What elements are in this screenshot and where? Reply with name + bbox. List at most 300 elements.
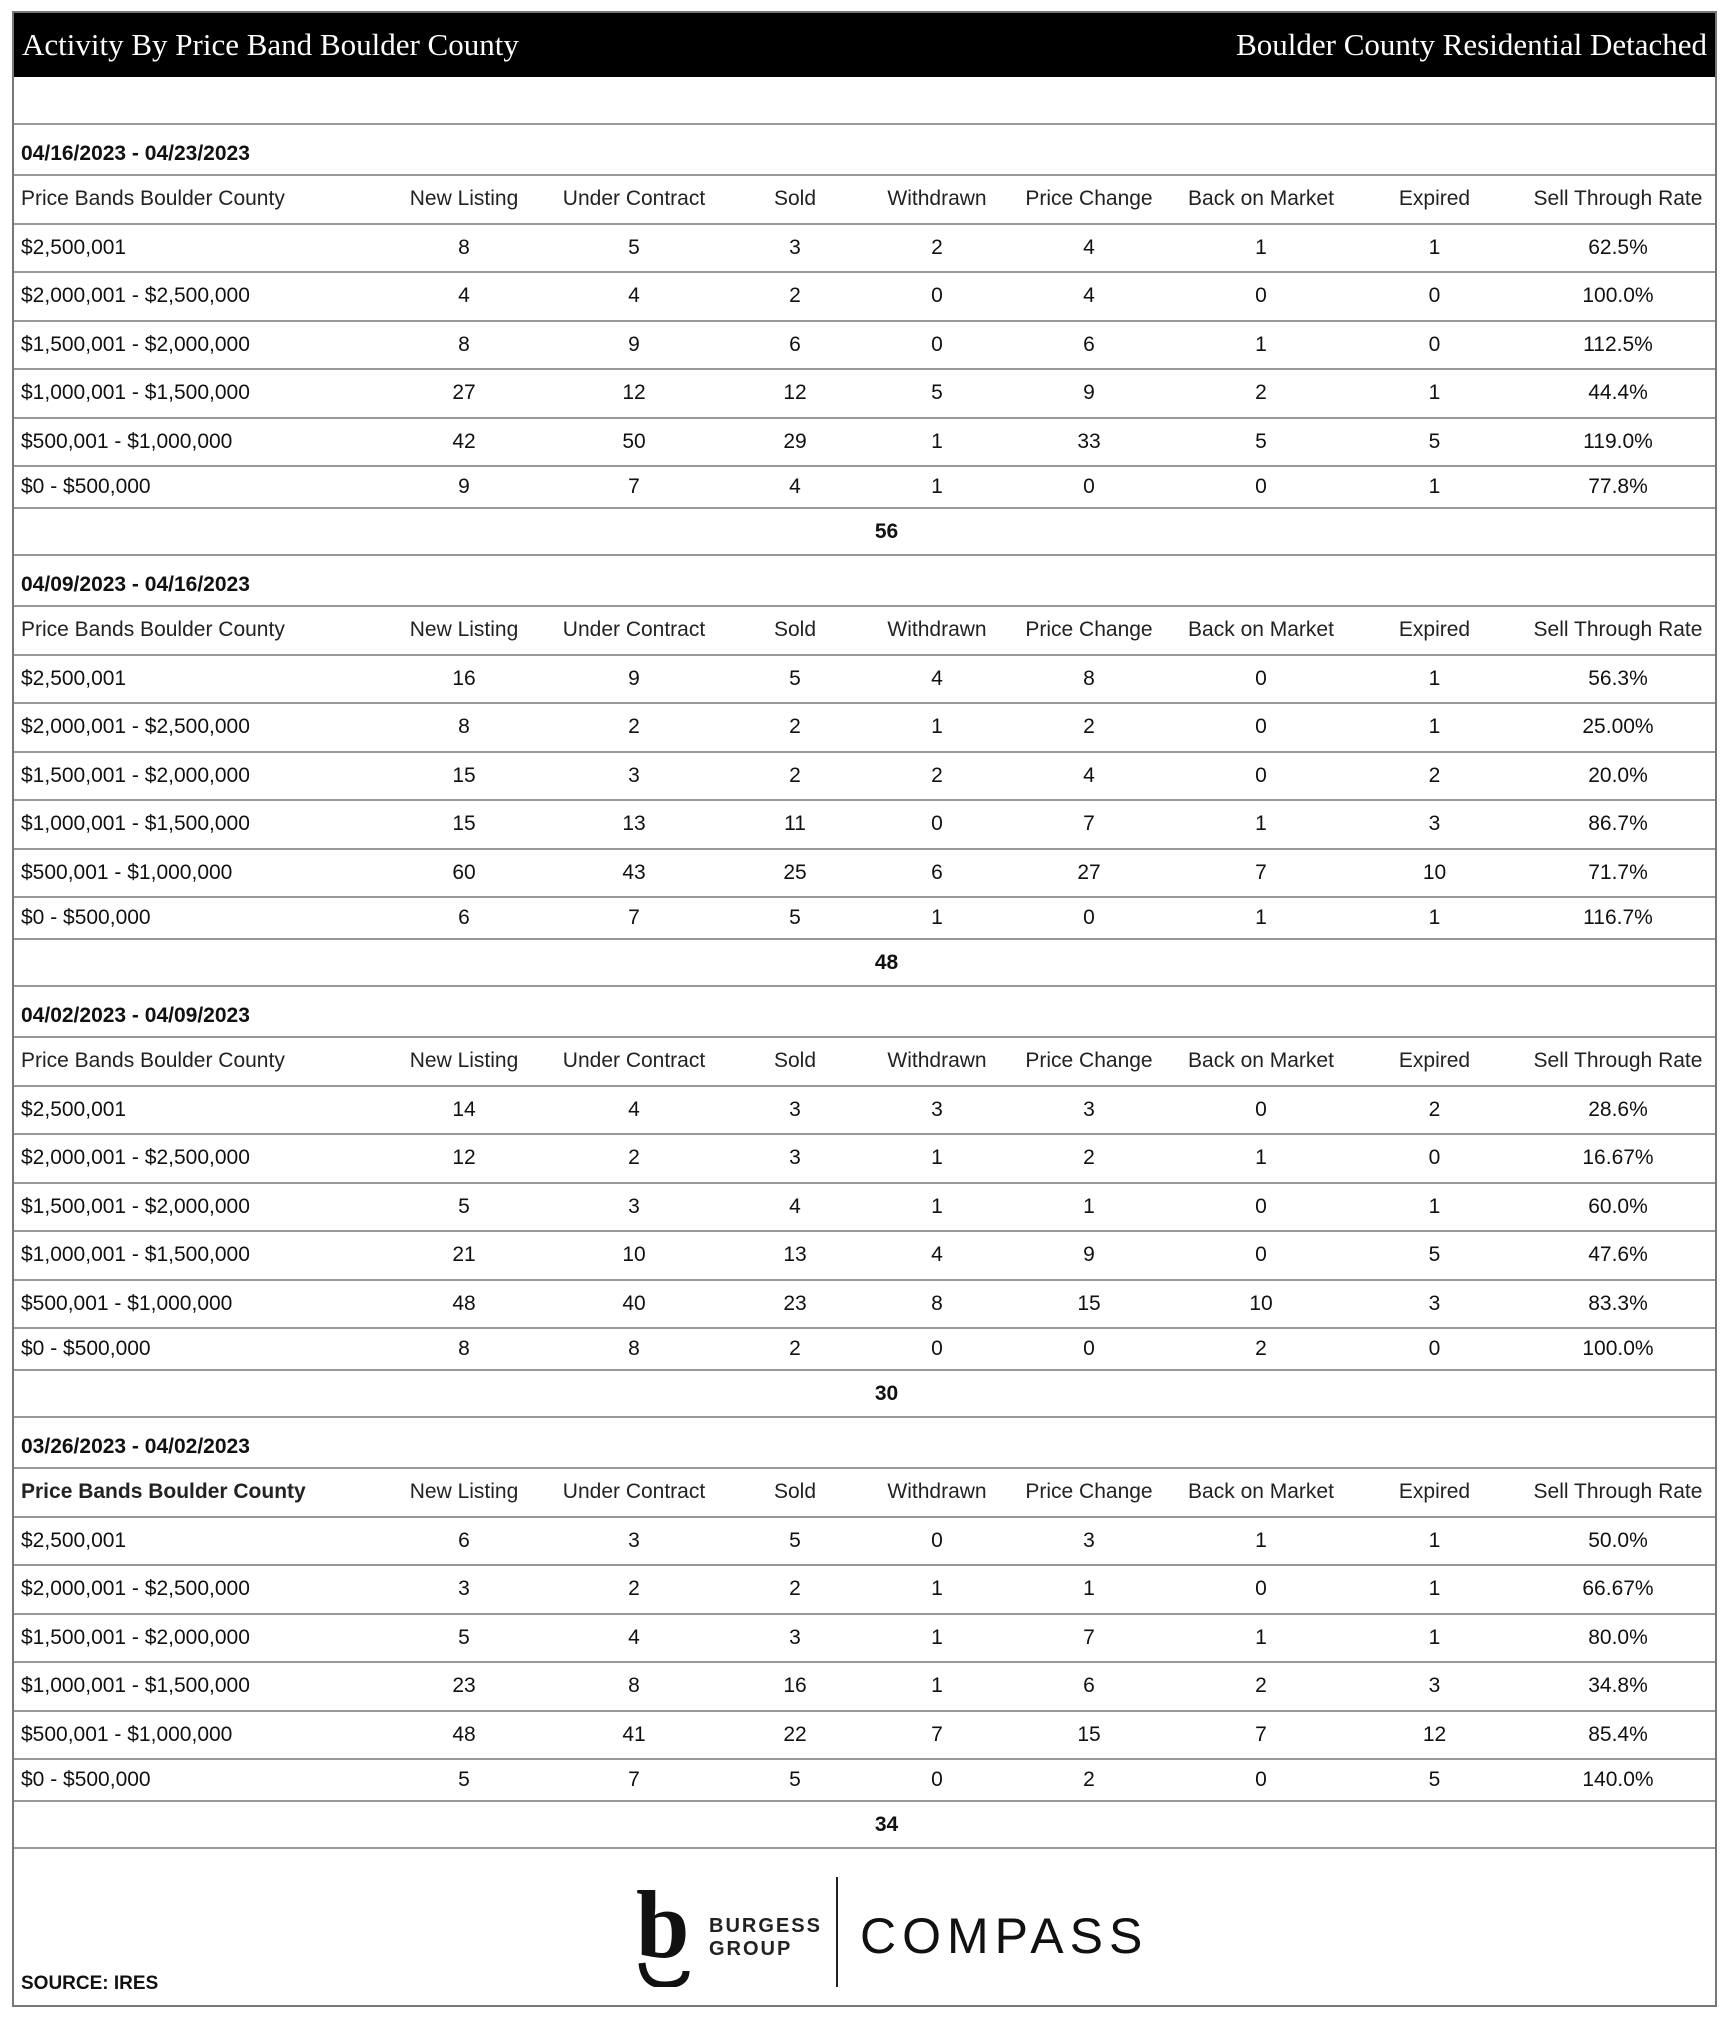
table-cell: 1 (1255, 235, 1267, 259)
table-row (14, 417, 1715, 466)
table-cell: 140.0% (1582, 1768, 1654, 1791)
table-cell: 5 (1428, 1768, 1441, 1791)
table-cell: 4 (628, 1625, 640, 1649)
table-row (14, 368, 1715, 417)
table-cell: 1 (1428, 1625, 1441, 1649)
table-cell: 0 (931, 1528, 943, 1552)
table-cell: 28.6% (1588, 1097, 1648, 1121)
table-header-row (14, 1036, 1715, 1085)
table-cell: 15 (452, 763, 476, 787)
table-cell: 3 (931, 1097, 943, 1121)
column-header: Under Contract (562, 187, 706, 211)
table-cell: 1 (931, 429, 943, 453)
price-band-cell: $1,000,001 - $1,500,000 (21, 812, 250, 836)
table-cell: 15 (452, 812, 476, 836)
column-header: Back on Market (1188, 1049, 1334, 1073)
table-cell: 0 (1255, 284, 1267, 308)
table-cell: 50 (622, 429, 646, 453)
table-cell: 1 (1428, 1194, 1441, 1218)
table-cell: 62.5% (1588, 235, 1648, 259)
column-header: Back on Market (1188, 187, 1334, 211)
column-header: Sell Through Rate (1533, 1049, 1703, 1073)
table-cell: 2 (1255, 1337, 1267, 1360)
table-cell: 6 (1083, 332, 1095, 356)
table-cell: 3 (789, 1625, 801, 1649)
table-cell: 5 (458, 1625, 470, 1649)
table-row (14, 223, 1715, 272)
table-cell: 83.3% (1588, 1291, 1648, 1315)
table-cell: 3 (789, 235, 801, 259)
table-cell: 5 (789, 666, 801, 690)
table-cell: 42 (452, 429, 476, 453)
table-cell: 5 (789, 1768, 801, 1791)
table-cell: 2 (789, 1577, 801, 1601)
column-header: Sell Through Rate (1533, 1480, 1703, 1504)
table-cell: 8 (458, 332, 470, 356)
table-cell: 1 (931, 906, 943, 929)
column-header: Sold (773, 187, 817, 211)
table-cell: 12 (622, 381, 646, 405)
logo-divider (836, 1877, 838, 1987)
table-cell: 1 (1428, 475, 1441, 498)
column-header: Under Contract (562, 618, 706, 642)
table-cell: 9 (1083, 381, 1095, 405)
table-cell: 40 (622, 1291, 646, 1315)
table-cell: 56.3% (1588, 666, 1648, 690)
table-cell: 1 (1428, 715, 1441, 739)
table-cell: 4 (789, 475, 801, 498)
table-cell: 1 (931, 1625, 943, 1649)
table-cell: 0 (1428, 1337, 1441, 1360)
table-row (14, 271, 1715, 320)
column-header: New Listing (409, 1480, 519, 1504)
table-cell: 3 (789, 1097, 801, 1121)
table-cell: 2 (1255, 1674, 1267, 1698)
period-total: 34 (14, 1800, 1715, 1849)
table-cell: 0 (931, 1337, 943, 1360)
source-note: SOURCE: IRES (21, 1973, 159, 1994)
price-band-cell: $2,500,001 (21, 666, 127, 690)
table-cell: 0 (931, 284, 943, 308)
table-cell: 116.7% (1583, 906, 1653, 929)
table-cell: 2 (628, 1146, 640, 1170)
period-block (14, 1418, 1715, 1849)
table-cell: 8 (931, 1291, 943, 1315)
table-cell: 41 (622, 1722, 646, 1746)
table-cell: 8 (458, 1337, 470, 1360)
table-cell: 3 (1083, 1097, 1095, 1121)
table-cell: 2 (1083, 1768, 1095, 1791)
column-header: Under Contract (562, 1480, 706, 1504)
price-band-cell: $2,000,001 - $2,500,000 (21, 715, 250, 739)
table-cell: 2 (1428, 1097, 1441, 1121)
table-cell: 71.7% (1588, 860, 1648, 884)
table-cell: 7 (1083, 1625, 1095, 1649)
table-cell: 1 (931, 1146, 943, 1170)
column-header: Expired (1398, 618, 1471, 642)
table-cell: 4 (1083, 284, 1095, 308)
price-band-cell: $0 - $500,000 (21, 1337, 151, 1360)
table-cell: 2 (628, 1577, 640, 1601)
table-row (14, 1564, 1715, 1613)
price-band-cell: $1,000,001 - $1,500,000 (21, 1674, 250, 1698)
column-header: Withdrawn (887, 1480, 987, 1504)
column-header: Withdrawn (887, 1049, 987, 1073)
table-cell: 15 (1077, 1291, 1101, 1315)
table-cell: 5 (628, 235, 640, 259)
price-band-cell: $0 - $500,000 (21, 906, 151, 929)
table-cell: 0 (931, 1768, 943, 1791)
price-band-cell: $2,000,001 - $2,500,000 (21, 284, 250, 308)
table-cell: 9 (1083, 1243, 1095, 1267)
price-band-cell: $500,001 - $1,000,000 (21, 1291, 233, 1315)
logo-letter: b (636, 1875, 690, 1978)
table-cell: 1 (1428, 1577, 1441, 1601)
table-cell: 5 (789, 906, 801, 929)
column-header: Back on Market (1188, 618, 1334, 642)
column-header: Withdrawn (887, 618, 987, 642)
burgess-line1: BURGESS (709, 1915, 822, 1937)
table-cell: 0 (1428, 1146, 1441, 1170)
table-cell: 7 (1255, 1722, 1267, 1746)
price-band-cell: $0 - $500,000 (21, 475, 151, 498)
column-header: Sold (773, 618, 817, 642)
table-cell: 4 (1083, 235, 1095, 259)
table-cell: 60.0% (1588, 1194, 1648, 1218)
table-cell: 1 (931, 1194, 943, 1218)
table-cell: 1 (1255, 1146, 1267, 1170)
period-range: 03/26/2023 - 04/02/2023 (21, 1435, 250, 1458)
table-cell: 11 (784, 812, 806, 836)
table-cell: 10 (1422, 860, 1447, 884)
table-cell: 48 (452, 1722, 476, 1746)
table-cell: 25 (783, 860, 807, 884)
table-cell: 43 (622, 860, 646, 884)
table-cell: 10 (1249, 1291, 1273, 1315)
price-band-cell: $500,001 - $1,000,000 (21, 860, 233, 884)
table-cell: 2 (1083, 715, 1095, 739)
table-cell: 4 (628, 1097, 640, 1121)
table-cell: 0 (1255, 1243, 1267, 1267)
table-cell: 2 (1428, 763, 1441, 787)
burgess-line2: GROUP (709, 1938, 793, 1960)
table-cell: 77.8% (1588, 475, 1648, 498)
column-header: Price Bands Boulder County (21, 1480, 306, 1504)
table-cell: 6 (789, 332, 801, 356)
table-cell: 23 (783, 1291, 807, 1315)
table-cell: 12 (452, 1146, 476, 1170)
table-cell: 3 (628, 763, 640, 787)
burgess-logo-icon (634, 1875, 694, 1987)
table-cell: 1 (931, 475, 943, 498)
price-band-cell: $2,500,001 (21, 235, 127, 259)
table-cell: 5 (458, 1768, 470, 1791)
table-cell: 2 (628, 715, 640, 739)
table-row (14, 1182, 1715, 1231)
table-cell: 10 (622, 1243, 646, 1267)
table-cell: 2 (789, 763, 801, 787)
table-cell: 0 (1255, 475, 1267, 498)
table-cell: 3 (1428, 1674, 1441, 1698)
table-header-row (14, 1467, 1715, 1516)
table-cell: 21 (452, 1243, 476, 1267)
table-cell: 8 (628, 1674, 640, 1698)
table-cell: 4 (789, 1194, 801, 1218)
table-cell: 112.5% (1583, 332, 1653, 356)
table-row (14, 799, 1715, 848)
column-header: Price Change (1025, 1480, 1153, 1504)
table-cell: 2 (789, 715, 801, 739)
period-range: 04/16/2023 - 04/23/2023 (21, 142, 250, 165)
table-cell: 6 (1083, 1674, 1095, 1698)
price-band-cell: $1,500,001 - $2,000,000 (21, 332, 250, 356)
table-cell: 7 (628, 475, 640, 498)
table-cell: 4 (1083, 763, 1095, 787)
table-cell: 100.0% (1582, 284, 1654, 308)
table-cell: 1 (1255, 812, 1267, 836)
report-frame (12, 11, 1717, 2007)
table-row (14, 896, 1715, 938)
table-cell: 15 (1077, 1722, 1101, 1746)
table-cell: 2 (789, 1337, 801, 1360)
table-cell: 48 (452, 1291, 476, 1315)
table-row (14, 1516, 1715, 1565)
price-band-cell: $1,500,001 - $2,000,000 (21, 1625, 250, 1649)
period-total: 48 (14, 938, 1715, 987)
period-range: 04/09/2023 - 04/16/2023 (21, 573, 250, 596)
period-block (14, 556, 1715, 987)
table-cell: 12 (1422, 1722, 1447, 1746)
table-header-row (14, 174, 1715, 223)
table-cell: 6 (931, 860, 943, 884)
table-row (14, 1327, 1715, 1369)
table-cell: 119.0% (1583, 429, 1653, 453)
column-header: Expired (1398, 1480, 1471, 1504)
table-cell: 3 (1428, 812, 1441, 836)
table-cell: 7 (628, 1768, 640, 1791)
table-cell: 3 (458, 1577, 470, 1601)
column-header: Sell Through Rate (1533, 618, 1703, 642)
column-header: Back on Market (1188, 1480, 1334, 1504)
title-bar (14, 13, 1715, 77)
table-cell: 5 (789, 1528, 801, 1552)
table-cell: 0 (931, 812, 943, 836)
table-cell: 1 (1428, 235, 1441, 259)
table-row (14, 1279, 1715, 1328)
table-cell: 3 (628, 1528, 640, 1552)
table-cell: 0 (1083, 1337, 1095, 1360)
table-cell: 1 (1428, 906, 1441, 929)
period-total: 30 (14, 1369, 1715, 1418)
table-cell: 86.7% (1588, 812, 1648, 836)
column-header: Price Bands Boulder County (21, 618, 285, 642)
table-cell: 5 (1255, 429, 1267, 453)
table-cell: 4 (458, 284, 470, 308)
column-header: Price Bands Boulder County (21, 1049, 285, 1073)
column-header: Sold (773, 1480, 817, 1504)
column-header: New Listing (409, 187, 519, 211)
table-cell: 13 (622, 812, 646, 836)
column-header: Price Bands Boulder County (21, 187, 285, 211)
column-header: Expired (1398, 187, 1471, 211)
price-band-cell: $500,001 - $1,000,000 (21, 429, 233, 453)
table-cell: 4 (931, 1243, 943, 1267)
table-cell: 1 (931, 1577, 943, 1601)
table-cell: 0 (1255, 666, 1267, 690)
column-header: Expired (1398, 1049, 1471, 1073)
table-cell: 85.4% (1588, 1722, 1648, 1746)
table-cell: 7 (1255, 860, 1267, 884)
table-row (14, 320, 1715, 369)
table-cell: 12 (783, 381, 807, 405)
table-cell: 0 (1255, 1097, 1267, 1121)
table-cell: 0 (1428, 284, 1441, 308)
table-cell: 47.6% (1588, 1243, 1648, 1267)
table-row (14, 654, 1715, 703)
table-cell: 0 (1255, 1194, 1267, 1218)
column-header: Sell Through Rate (1533, 187, 1703, 211)
table-cell: 1 (1255, 332, 1267, 356)
table-row (14, 1230, 1715, 1279)
table-cell: 7 (628, 906, 640, 929)
table-cell: 9 (628, 332, 640, 356)
price-band-cell: $2,000,001 - $2,500,000 (21, 1146, 250, 1170)
table-cell: 3 (1428, 1291, 1441, 1315)
table-cell: 5 (1428, 429, 1441, 453)
column-header: New Listing (409, 1049, 519, 1073)
table-row (14, 1758, 1715, 1800)
price-band-cell: $500,001 - $1,000,000 (21, 1722, 233, 1746)
price-band-cell: $2,500,001 (21, 1528, 127, 1552)
table-cell: 1 (1255, 1625, 1267, 1649)
table-cell: 1 (931, 1674, 943, 1698)
table-cell: 9 (458, 475, 470, 498)
table-cell: 5 (931, 381, 943, 405)
report-title: Activity By Price Band Boulder County (22, 27, 519, 62)
table-cell: 20.0% (1588, 763, 1648, 787)
table-cell: 1 (1083, 1577, 1095, 1601)
table-cell: 27 (452, 381, 476, 405)
report-subtitle: Boulder County Residential Detached (1236, 27, 1707, 62)
table-cell: 9 (628, 666, 640, 690)
table-cell: 23 (452, 1674, 476, 1698)
table-cell: 0 (1255, 763, 1267, 787)
table-cell: 16 (783, 1674, 807, 1698)
table-cell: 7 (931, 1722, 943, 1746)
table-cell: 8 (628, 1337, 640, 1360)
column-header: Sold (773, 1049, 817, 1073)
table-cell: 6 (458, 906, 470, 929)
table-cell: 44.4% (1588, 381, 1648, 405)
table-cell: 2 (931, 235, 943, 259)
column-header: Price Change (1025, 1049, 1153, 1073)
table-cell: 2 (1083, 1146, 1095, 1170)
table-cell: 1 (1428, 666, 1441, 690)
period-range: 04/02/2023 - 04/09/2023 (21, 1004, 250, 1027)
period-total: 56 (14, 507, 1715, 556)
table-cell: 4 (931, 666, 943, 690)
table-cell: 8 (1083, 666, 1095, 690)
table-header-row (14, 605, 1715, 654)
table-cell: 13 (783, 1243, 807, 1267)
table-cell: 1 (1255, 906, 1267, 929)
table-cell: 0 (1255, 1768, 1267, 1791)
burgess-group-wordmark (709, 1915, 822, 1961)
table-cell: 0 (1083, 475, 1095, 498)
footer (14, 1835, 1715, 2005)
table-row (14, 702, 1715, 751)
table-cell: 1 (1428, 381, 1441, 405)
table-cell: 8 (458, 235, 470, 259)
table-cell: 100.0% (1582, 1337, 1654, 1360)
period-block (14, 987, 1715, 1418)
table-cell: 60 (452, 860, 476, 884)
table-row (14, 1613, 1715, 1662)
table-cell: 2 (931, 763, 943, 787)
table-cell: 1 (1255, 1528, 1267, 1552)
table-row (14, 1133, 1715, 1182)
price-band-cell: $1,500,001 - $2,000,000 (21, 763, 250, 787)
column-header: Withdrawn (887, 187, 987, 211)
table-cell: 16 (452, 666, 476, 690)
table-row (14, 1710, 1715, 1759)
table-row (14, 465, 1715, 507)
table-cell: 2 (789, 284, 801, 308)
period-block (14, 125, 1715, 556)
table-cell: 22 (783, 1722, 807, 1746)
table-cell: 0 (1428, 332, 1441, 356)
table-cell: 0 (1083, 906, 1095, 929)
table-cell: 4 (628, 284, 640, 308)
column-header: New Listing (409, 618, 519, 642)
table-row (14, 1085, 1715, 1134)
price-band-cell: $1,500,001 - $2,000,000 (21, 1194, 250, 1218)
table-cell: 2 (1255, 381, 1267, 405)
table-cell: 3 (628, 1194, 640, 1218)
table-cell: 27 (1077, 860, 1101, 884)
price-band-cell: $0 - $500,000 (21, 1768, 151, 1791)
table-cell: 5 (458, 1194, 470, 1218)
table-cell: 66.67% (1582, 1577, 1654, 1601)
table-cell: 29 (783, 429, 807, 453)
table-cell: 80.0% (1588, 1625, 1648, 1649)
column-header: Price Change (1025, 618, 1153, 642)
table-cell: 6 (458, 1528, 470, 1552)
table-cell: 1 (931, 715, 943, 739)
table-cell: 25.00% (1582, 715, 1654, 739)
table-cell: 5 (1428, 1243, 1441, 1267)
table-cell: 1 (1083, 1194, 1095, 1218)
compass-wordmark: COMPASS (860, 1908, 1149, 1964)
header-spacer (14, 77, 1715, 125)
table-cell: 0 (931, 332, 943, 356)
column-header: Price Change (1025, 187, 1153, 211)
table-cell: 33 (1077, 429, 1101, 453)
column-header: Under Contract (562, 1049, 706, 1073)
price-band-cell: $1,000,001 - $1,500,000 (21, 381, 250, 405)
table-cell: 7 (1083, 812, 1095, 836)
table-cell: 50.0% (1588, 1528, 1648, 1552)
table-cell: 34.8% (1588, 1674, 1648, 1698)
price-band-cell: $1,000,001 - $1,500,000 (21, 1243, 250, 1267)
table-cell: 14 (452, 1097, 476, 1121)
price-band-cell: $2,000,001 - $2,500,000 (21, 1577, 250, 1601)
table-row (14, 1661, 1715, 1710)
period-tables (14, 125, 1715, 1849)
table-cell: 1 (1428, 1528, 1441, 1552)
table-cell: 3 (1083, 1528, 1095, 1552)
price-band-cell: $2,500,001 (21, 1097, 127, 1121)
